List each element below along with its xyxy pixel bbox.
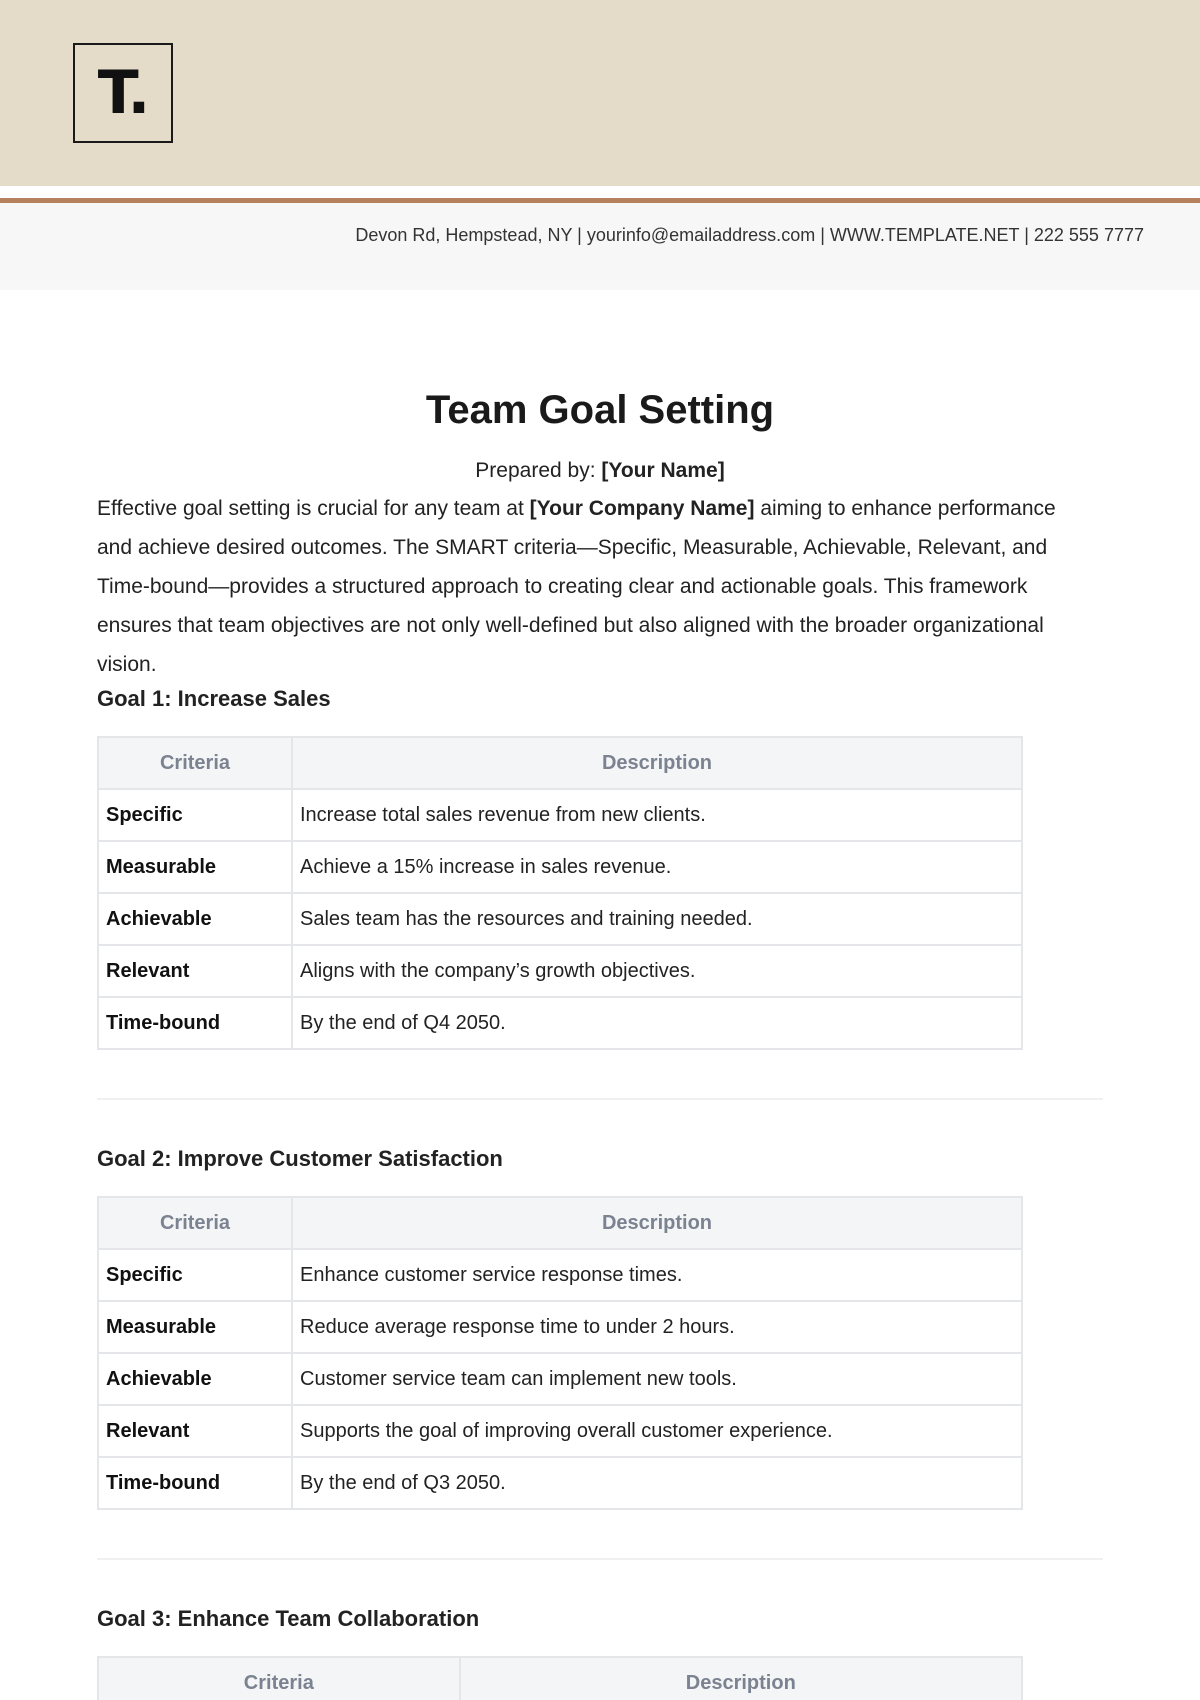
- description-cell: Sales team has the resources and training needed.: [292, 893, 1022, 945]
- table-row: [98, 997, 1022, 1049]
- smart-criteria-table: [97, 736, 1023, 1050]
- criteria-column-header: Criteria: [98, 1197, 292, 1249]
- criteria-cell: Achievable: [98, 1353, 292, 1405]
- description-cell: Supports the goal of improving overall customer experience.: [292, 1405, 1022, 1457]
- section-divider: [97, 1558, 1103, 1560]
- criteria-column-header: Criteria: [98, 737, 292, 789]
- table-header-row: [98, 1197, 1022, 1249]
- table-row: [98, 893, 1022, 945]
- table-row: [98, 1405, 1022, 1457]
- intro-text-end: aiming to enhance performance and achieve desired outcomes. The SMART criteria—Specific, Measurable, Achievable, Relevant, and Time-bound—provides a structured approach to creating clear and actionable goals. This framework ensures that team objectives are not only well-defined but also aligned with the broader organizational vision.: [97, 497, 1056, 676]
- intro-text-start: Effective goal setting is crucial for any team at: [97, 497, 524, 520]
- criteria-cell: Measurable: [98, 841, 292, 893]
- criteria-cell: Time-bound: [98, 997, 292, 1049]
- description-cell: By the end of Q3 2050.: [292, 1457, 1022, 1509]
- description-column-header: Description: [292, 737, 1022, 789]
- contact-band: [0, 203, 1200, 290]
- criteria-cell: Achievable: [98, 893, 292, 945]
- header-band: [0, 0, 1200, 186]
- company-logo: [73, 43, 173, 143]
- description-column-header: Description: [292, 1197, 1022, 1249]
- page-title: Team Goal Setting: [425, 388, 775, 432]
- description-cell: Aligns with the company’s growth objectives.: [292, 945, 1022, 997]
- goals-section: [97, 686, 1103, 1700]
- goal-heading: Goal 2: Improve Customer Satisfaction: [97, 1146, 503, 1171]
- criteria-column-header: Criteria: [98, 1657, 460, 1700]
- goal-heading: Goal 3: Enhance Team Collaboration: [97, 1606, 480, 1631]
- description-cell: Customer service team can implement new tools.: [292, 1353, 1022, 1405]
- goal-block: [97, 686, 1103, 1050]
- description-cell: Enhance customer service response times.: [292, 1249, 1022, 1301]
- intro-company-name: [Your Company Name]: [529, 497, 755, 520]
- table-row: [98, 841, 1022, 893]
- goal-block: [97, 1606, 1103, 1700]
- goal-heading: Goal 1: Increase Sales: [97, 686, 331, 711]
- criteria-cell: Time-bound: [98, 1457, 292, 1509]
- prepared-name: [Your Name]: [601, 459, 725, 482]
- description-cell: Reduce average response time to under 2 hours.: [292, 1301, 1022, 1353]
- criteria-cell: Relevant: [98, 945, 292, 997]
- description-cell: By the end of Q4 2050.: [292, 997, 1022, 1049]
- description-column-header: Description: [460, 1657, 1022, 1700]
- criteria-cell: Relevant: [98, 1405, 292, 1457]
- logo-text: T.: [97, 58, 149, 128]
- table-row: [98, 945, 1022, 997]
- smart-criteria-table: [97, 1656, 1023, 1700]
- table-header-row: [98, 1657, 1022, 1700]
- table-row: [98, 1301, 1022, 1353]
- criteria-cell: Measurable: [98, 1301, 292, 1353]
- table-row: [98, 1353, 1022, 1405]
- table-row: [98, 1457, 1022, 1509]
- prepared-label: Prepared by:: [475, 459, 596, 482]
- criteria-cell: Specific: [98, 789, 292, 841]
- contact-info: Devon Rd, Hempstead, NY | yourinfo@emailaddress.com | WWW.TEMPLATE.NET | 222 555 7777: [355, 225, 1144, 245]
- description-cell: Achieve a 15% increase in sales revenue.: [292, 841, 1022, 893]
- smart-criteria-table: [97, 1196, 1023, 1510]
- table-row: [98, 1249, 1022, 1301]
- criteria-cell: Specific: [98, 1249, 292, 1301]
- table-row: [98, 789, 1022, 841]
- table-header-row: [98, 737, 1022, 789]
- goal-block: [97, 1146, 1103, 1510]
- prepared-by: [97, 459, 1103, 483]
- section-divider: [97, 1098, 1103, 1100]
- document-body: [97, 388, 1103, 1700]
- description-cell: Increase total sales revenue from new clients.: [292, 789, 1022, 841]
- intro-paragraph: [97, 489, 1077, 684]
